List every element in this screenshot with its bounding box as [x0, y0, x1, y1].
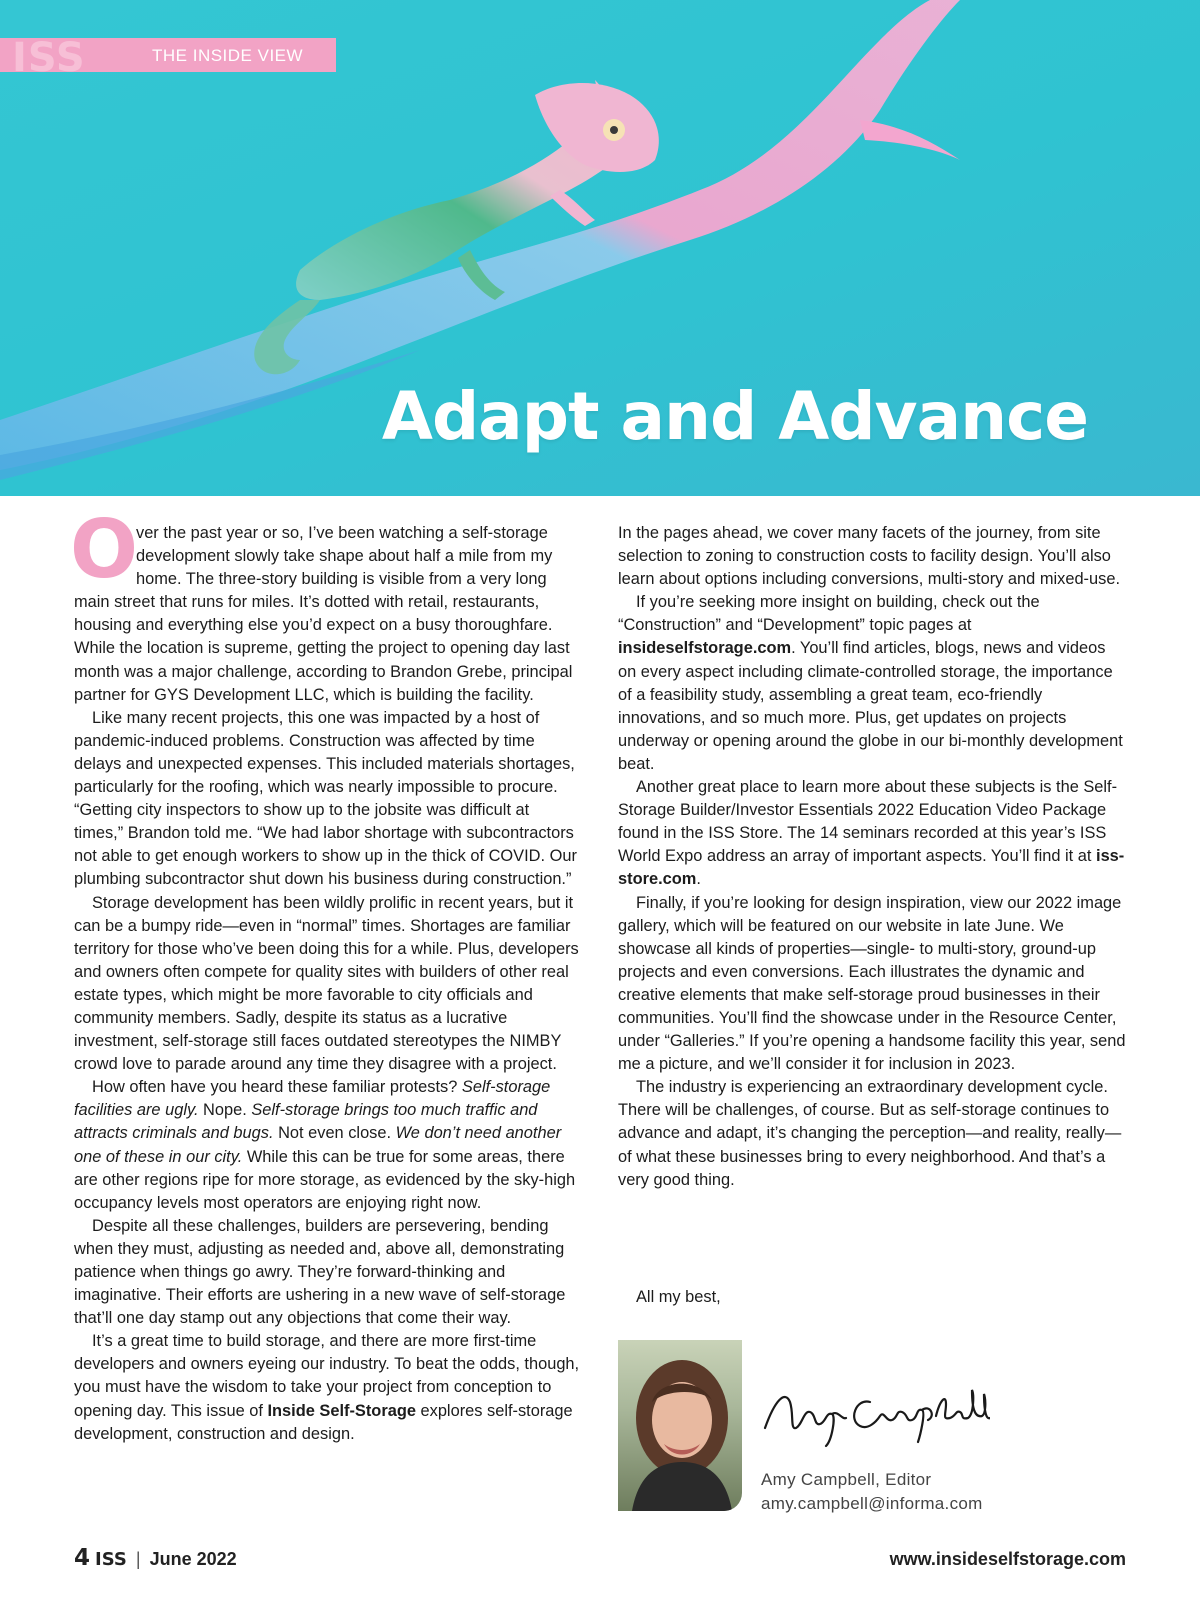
- paragraph-text: How often have you heard these familiar protests?: [92, 1078, 462, 1097]
- emphasis-italic: We don’t need another one of these in our city.: [74, 1124, 562, 1166]
- paragraph-text: Like many recent projects, this one was impacted by a host of pandemic-induced problems. Construction was affected by time delays and unexpected expenses. This included materials shortages, particularly for the roofing, which was nearly impossible to procure. “Getting city inspectors to show up to the jobsite was difficult at times,” Brandon told me. “We had labor shortage with subcontractors not able to get enough workers to show up in the thick of COVID. Our plumbing subcontractor shut down his business during construction.”: [74, 708, 577, 889]
- paragraph-text: If you’re seeking more insight on building, check out the “Construction” and “Development” topic pages at: [618, 593, 1040, 635]
- paragraph-text: While this can be true for some areas, there are other regions ripe for more storage, as evidenced by the sky-high occupancy levels most operators are enjoying right now.: [74, 1147, 576, 1212]
- author-name: Amy Campbell, Editor: [761, 1470, 932, 1489]
- magazine-name: ISS: [95, 1549, 127, 1570]
- body-paragraph: [618, 776, 1128, 891]
- body-paragraph: [74, 707, 580, 892]
- paragraph-text: Despite all these challenges, builders are persevering, bending when they must, adjusting as needed and, above all, demonstrating patience when things go awry. They’re forward-thinking and imaginative. Their efforts are ushering in a new wave of self-storage that’ll one day stamp out any objections that come their way.: [74, 1216, 566, 1328]
- handwritten-signature: [760, 1380, 990, 1455]
- body-paragraph: [618, 892, 1128, 1077]
- signoff: All my best,: [636, 1288, 721, 1306]
- body-paragraph: [618, 522, 1128, 591]
- body-paragraph: [74, 1330, 580, 1445]
- paragraph-text: .: [696, 870, 701, 889]
- author-email[interactable]: amy.campbell@informa.com: [761, 1494, 983, 1513]
- body-paragraph: [618, 1076, 1128, 1191]
- paragraph-text: The industry is experiencing an extraordinary development cycle. There will be challenges, of course. But as self-storage continues to advance and adapt, it’s changing the perception—and reality, really—of what these businesses bring to every neighborhood. And that’s a very good thing.: [618, 1078, 1122, 1189]
- emphasis-bold[interactable]: insideselfstorage.com: [618, 639, 792, 658]
- section-label: THE INSIDE VIEW: [152, 46, 304, 65]
- paragraph-text: explores self-storage development, construction and design.: [74, 1401, 573, 1443]
- body-paragraph: [618, 591, 1128, 776]
- paragraph-text: . You’ll find articles, blogs, news and videos on every aspect including climate-controlled storage, the importance of a feasibility study, assembling a great team, eco-friendly innovations, and so much more. Plus, get updates on projects underway or opening around the globe in our bi-monthly development beat.: [618, 639, 1123, 773]
- issue-date: June 2022: [149, 1549, 237, 1569]
- website-link[interactable]: www.insideselfstorage.com: [889, 1549, 1126, 1569]
- paragraph-text: Another great place to learn more about these subjects is the Self-Storage Builder/Investor Essentials 2022 Education Video Package found in the ISS Store. The 14 seminars recorded at this year’s ISS World Expo address an array of important aspects. You’ll find it at: [618, 778, 1118, 866]
- right-column: [618, 522, 1128, 1192]
- folio: [74, 1545, 237, 1571]
- paragraph-text: In the pages ahead, we cover many facets of the journey, from site selection to zoning to construction costs to facility design. You’ll also learn about options including conversions, multi-story and mixed-use.: [618, 524, 1120, 589]
- paragraph-text: ver the past year or so, I’ve been watching a self-storage development slowly take shape about half a mile from my home. The three-story building is visible from a very long main street that runs for miles. It’s dotted with retail, restaurants, housing and everything else you’d expect on a busy thoroughfare. While the location is supreme, getting the project to opening day last month was a major challenge, according to Brandon Grebe, principal partner for GYS Development LLC, which is building the facility.: [74, 524, 573, 704]
- iss-logo-watermark: ISS: [12, 35, 86, 81]
- body-paragraph: [74, 1215, 580, 1330]
- paragraph-text: Not even close.: [273, 1124, 396, 1143]
- body-paragraph: [70, 503, 580, 707]
- dropcap: [70, 503, 139, 596]
- folio-separator: |: [135, 1549, 141, 1569]
- emphasis-italic: Self-storage brings too much traffic and attracts criminals and bugs.: [74, 1101, 538, 1143]
- paragraph-text: Nope.: [198, 1101, 252, 1120]
- paragraph-text: Storage development has been wildly prolific in recent years, but it can be a bumpy ride—even in “normal” times. Shortages are familiar territory for those who’ve been doing this for a while. Plus, developers and owners often compete for quality sites with builders of other real estate types, which might be more favorable to city officials and community members. Sadly, despite its status as a lucrative investment, self-storage still faces outdated stereotypes the NIMBY crowd love to parade around any time they disagree with a project.: [74, 893, 579, 1074]
- left-column: [70, 503, 580, 1446]
- paragraph-text: Finally, if you’re looking for design inspiration, view our 2022 image gallery, which will be featured on our website in late June. We showcase all kinds of properties—single- to multi-story, ground-up projects and even conversions. Each illustrates the dynamic and creative elements that make self-storage proud businesses in their communities. You’ll find the showcase under in the Resource Center, under “Galleries.” If you’re opening a handsome facility this year, send me a picture, and we’ll consider it for inclusion in 2023.: [618, 893, 1126, 1074]
- emphasis-bold[interactable]: iss-store.com: [618, 847, 1125, 889]
- dropcap-letter: O: [70, 503, 139, 596]
- emphasis-italic: Self-storage facilities are ugly.: [74, 1078, 551, 1120]
- paragraph-text: It’s a great time to build storage, and there are more first-time developers and owners eyeing our industry. To beat the odds, though, you must have the wisdom to take your project from conception to opening day. This issue of: [74, 1332, 580, 1420]
- page-title: Adapt and Advance: [381, 378, 1088, 455]
- section-tag: [0, 35, 336, 81]
- hero-image: [0, 0, 1200, 496]
- page-number: 4: [74, 1545, 91, 1571]
- body-paragraph: [74, 892, 580, 1077]
- author-photo: [618, 1340, 742, 1511]
- body-paragraph: [74, 1076, 580, 1215]
- emphasis-bold: Inside Self-Storage: [267, 1401, 416, 1420]
